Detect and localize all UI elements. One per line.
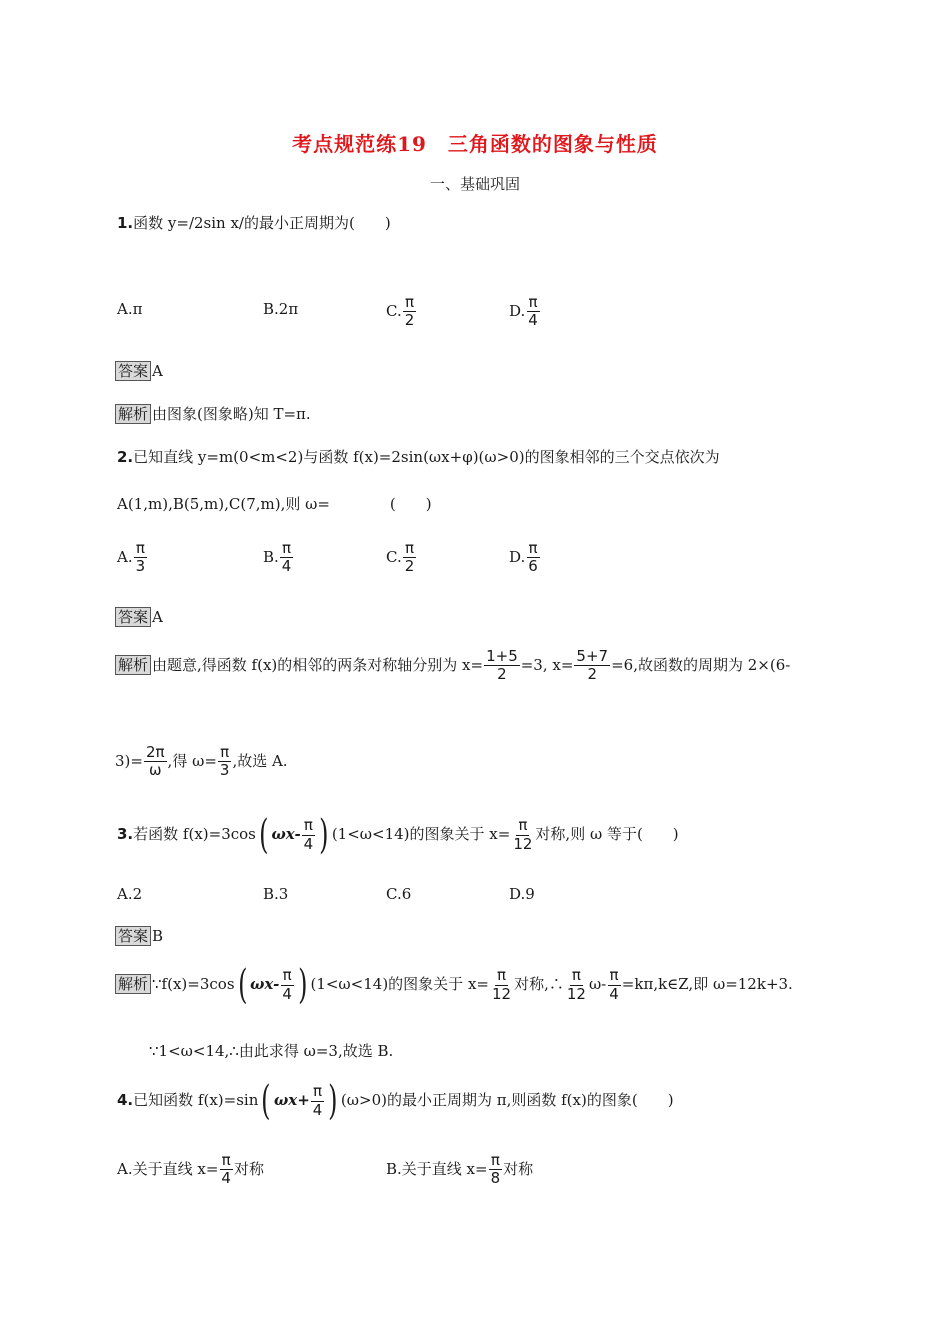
fraction — [607, 967, 621, 1003]
answer-tag: 答案 — [115, 361, 151, 381]
right-paren: ) — [297, 962, 308, 1008]
expression: ωx- — [271, 825, 301, 843]
left-paren: ( — [261, 1078, 271, 1124]
numerator: π — [313, 1082, 323, 1101]
right-paren: ) — [319, 812, 329, 858]
fraction — [280, 967, 294, 1003]
numerator: π — [282, 539, 292, 557]
analysis-text: 由题意,得函数 f(x)的相邻的两条对称轴分别为 x= — [152, 655, 484, 674]
fraction — [403, 294, 417, 330]
analysis-text: ,故选 A. — [232, 751, 288, 770]
answer-value: B — [152, 927, 164, 945]
numerator: π — [303, 816, 313, 835]
option-text: 对称 — [233, 1159, 264, 1178]
denominator: 4 — [281, 557, 292, 576]
numerator: π — [220, 743, 230, 761]
question-text-line2: A(1,m),B(5,m),C(7,m),则 ω= ( ) — [117, 495, 432, 513]
question-number: 3. — [117, 825, 134, 843]
analysis-text: 3)= — [115, 751, 143, 770]
analysis-text: ∵f(x)=3cos — [152, 975, 235, 993]
option-a — [117, 540, 148, 576]
option-d — [509, 294, 541, 330]
option-b — [263, 540, 294, 576]
answer-row — [115, 361, 163, 381]
numerator: π — [135, 539, 145, 557]
question-text: 函数 y=/2sin x/的最小正周期为( ) — [133, 214, 391, 232]
numerator: π — [528, 293, 538, 311]
numerator: π — [528, 539, 538, 557]
option-label: B.关于直线 x= — [386, 1159, 488, 1178]
analysis-text: =6,故函数的周期为 2×(6- — [611, 655, 791, 674]
answer-row — [115, 926, 163, 946]
page-title: 考点规范练19 三角函数的图象与性质 — [292, 132, 658, 156]
numerator: π — [490, 1151, 500, 1169]
expression: ωx- — [250, 975, 280, 993]
question-text: (ω>0)的最小正周期为 π,则函数 f(x)的图象( ) — [340, 1091, 674, 1109]
denominator: 4 — [221, 1169, 231, 1188]
option-b: B.2π — [263, 300, 299, 318]
option-label: B. — [263, 547, 279, 566]
analysis-text: ,得 ω= — [167, 751, 217, 770]
analysis-row — [115, 648, 790, 684]
denominator: 12 — [513, 834, 533, 853]
analysis-text: 由图象(图象略)知 T=π. — [152, 405, 311, 423]
fraction — [511, 817, 534, 853]
option-label: D. — [509, 301, 526, 320]
fraction — [280, 540, 294, 576]
option-c — [386, 294, 417, 330]
fraction — [490, 967, 513, 1003]
denominator: 4 — [609, 984, 619, 1003]
option-d: D.9 — [509, 885, 535, 903]
analysis-text: ω- — [588, 975, 607, 993]
section-heading: 一、基础巩固 — [429, 175, 520, 193]
left-paren: ( — [258, 812, 269, 858]
option-label: A. — [117, 547, 133, 566]
denominator: 4 — [303, 834, 314, 853]
denominator: 2 — [587, 665, 598, 684]
fraction — [311, 1083, 325, 1119]
numerator: π — [497, 966, 507, 985]
question-text: 对称,则 ω 等于( ) — [535, 825, 679, 843]
analysis-text: (1<ω<14)的图象关于 x= — [310, 975, 489, 993]
denominator: 6 — [528, 557, 538, 576]
numerator: π — [404, 293, 414, 311]
analysis-text: =3, x= — [520, 655, 574, 674]
option-a: A.2 — [117, 885, 143, 903]
option-label: A.关于直线 x= — [117, 1159, 219, 1178]
question-text: (1<ω<14)的图象关于 x= — [331, 825, 511, 843]
fraction — [565, 967, 588, 1003]
question-number: 1. — [117, 214, 134, 232]
question-2 — [117, 446, 720, 467]
option-label: C. — [386, 547, 402, 566]
fraction — [144, 744, 167, 780]
denominator: 2 — [404, 311, 415, 330]
answer-value: A — [152, 362, 163, 380]
question-text: 已知直线 y=m(0<m<2)与函数 f(x)=2sin(ωx+φ)(ω>0)的图象相邻的三个交点依次为 — [133, 448, 720, 466]
question-number: 4. — [117, 1091, 134, 1109]
numerator: π — [282, 966, 292, 985]
analysis-text: =kπ,k∈Z,即 ω=12k+3. — [621, 975, 793, 993]
question-text: 若函数 f(x)=3cos — [133, 825, 256, 843]
option-b: B.3 — [263, 885, 289, 903]
option-c — [386, 540, 417, 576]
denominator: 8 — [490, 1169, 501, 1188]
analysis-tag: 解析 — [115, 974, 151, 994]
analysis-row-2: ∵1<ω<14,∴由此求得 ω=3,故选 B. — [149, 1042, 394, 1060]
left-paren: ( — [237, 962, 248, 1008]
denominator: 12 — [566, 984, 586, 1003]
fraction — [574, 648, 610, 684]
fraction — [484, 648, 520, 684]
denominator: 3 — [135, 557, 146, 576]
numerator: π — [571, 966, 581, 985]
denominator: 4 — [528, 311, 538, 330]
analysis-tag: 解析 — [115, 655, 151, 675]
answer-row — [115, 607, 163, 627]
analysis-tag: 解析 — [115, 404, 151, 424]
fraction — [134, 540, 148, 576]
fraction — [526, 540, 540, 576]
denominator: ω — [148, 761, 162, 780]
denominator: 4 — [282, 984, 292, 1003]
numerator: 2π — [145, 743, 165, 761]
question-text: 已知函数 f(x)=sin — [133, 1091, 259, 1109]
numerator: 1+5 — [486, 647, 518, 665]
numerator: π — [518, 816, 528, 835]
numerator: π — [221, 1151, 231, 1169]
option-a: A.π — [117, 300, 143, 318]
option-text: 对称 — [503, 1159, 534, 1178]
numerator: 5+7 — [576, 647, 609, 665]
fraction — [403, 540, 417, 576]
option-b — [386, 1152, 533, 1188]
right-paren: ) — [328, 1078, 338, 1124]
option-d — [509, 540, 541, 576]
denominator: 2 — [404, 557, 415, 576]
denominator: 12 — [491, 984, 512, 1003]
fraction — [302, 817, 316, 853]
analysis-text: 对称,∴ — [514, 975, 564, 993]
denominator: 4 — [312, 1100, 323, 1119]
fraction — [526, 294, 540, 330]
expression: ωx+ — [273, 1091, 310, 1109]
question-number: 2. — [117, 448, 134, 466]
denominator: 2 — [497, 665, 507, 684]
numerator: π — [609, 966, 619, 985]
fraction — [489, 1152, 503, 1188]
analysis-row — [115, 403, 311, 424]
option-label: C. — [386, 301, 402, 320]
denominator: 3 — [219, 761, 230, 780]
numerator: π — [404, 539, 414, 557]
answer-value: A — [152, 608, 163, 626]
question-3 — [117, 812, 679, 858]
answer-tag: 答案 — [115, 926, 151, 946]
option-label: D. — [509, 547, 526, 566]
analysis-row — [115, 962, 793, 1008]
option-c: C.6 — [386, 885, 412, 903]
option-a — [117, 1152, 264, 1188]
analysis-row-2 — [115, 744, 288, 780]
answer-tag: 答案 — [115, 607, 151, 627]
fraction — [218, 744, 232, 780]
question-4 — [117, 1078, 674, 1124]
fraction — [219, 1152, 233, 1188]
question-1 — [117, 212, 391, 233]
